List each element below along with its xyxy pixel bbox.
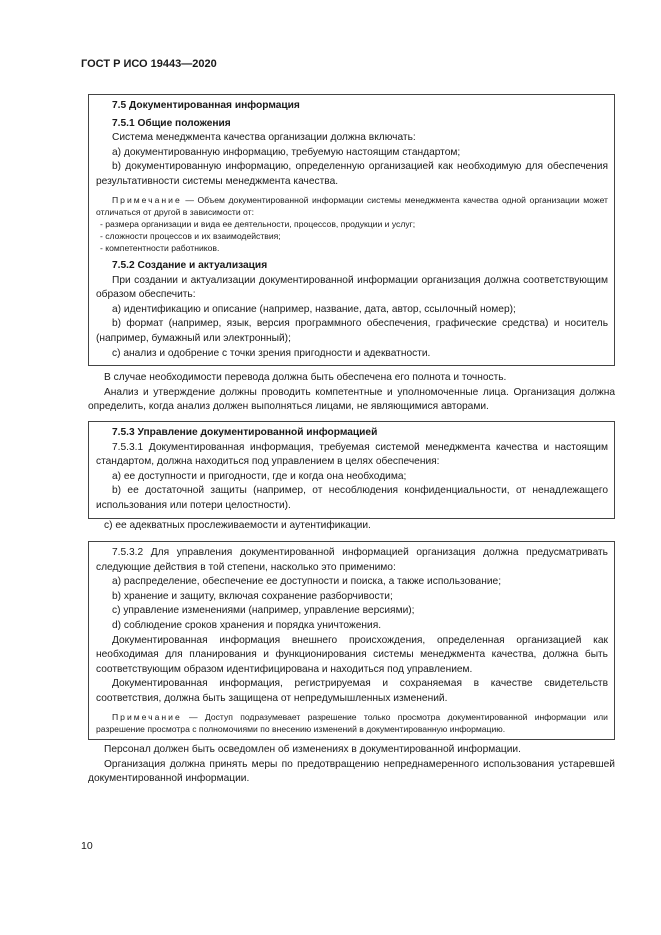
- list-item: a) ее доступности и пригодности, где и когда она необходима;: [112, 470, 407, 482]
- note-text: — Доступ подразумевает разрешение только просмотра документированной информации или разрешение просмотра с полномочиями по внесению изменений в документированную информацию.: [96, 711, 608, 734]
- paragraph: При создании и актуализации документированной информации организация должна соответствующим образом обеспечить:: [96, 274, 608, 301]
- note: [96, 711, 608, 735]
- intermediate-text: [88, 371, 615, 415]
- list-item: b) формат (например, язык, версия программного обеспечения, графические средства) и носитель (например, бумажный или электронный);: [96, 318, 608, 344]
- paragraph: Анализ и утверждение должны проводить компетентные и уполномоченные лица. Организация должна определить, когда анализ должен выполняться лицами, не являющимися авторами.: [88, 386, 615, 413]
- list-item: b) ее достаточной защиты (например, от несоблюдения конфиденциальности, от ненадлежащего использования или потери целостности).: [96, 485, 608, 511]
- heading-7-5: 7.5 Документированная информация: [112, 100, 300, 111]
- section-7-5-3-2-box: [88, 541, 615, 740]
- heading-7-5-1: 7.5.1 Общие положения: [112, 117, 231, 129]
- heading-7-5-2: 7.5.2 Создание и актуализация: [112, 260, 268, 272]
- paragraph: Персонал должен быть осведомлен об изменениях в документированной информации.: [104, 744, 521, 755]
- list-item: - компетентности работников.: [100, 242, 220, 253]
- paragraph: В случае необходимости перевода должна быть обеспечена его полнота и точность.: [104, 372, 507, 383]
- note: [96, 194, 608, 218]
- paragraph: Документированная информация внешнего происхождения, определенная организацией как необходимая для планирования и функционирования системы менеджмента качества, должна быть соответствующим образом идентифицирована и находиться под управлением.: [96, 634, 608, 675]
- list-item: c) управление изменениями (например, управление версиями);: [112, 605, 415, 617]
- list-item: - размера организации и вида ее деятельности, процессов, продукции и услуг;: [100, 218, 416, 229]
- page-number: 10: [81, 840, 93, 852]
- list-item: a) идентификацию и описание (например, название, дата, автор, ссылочный номер);: [112, 303, 516, 315]
- list-item: b) документированную информацию, определенную организацией как необходимую для обеспечения результативности системы менеджмента качества.: [96, 161, 608, 187]
- note-label: Примечание: [112, 194, 182, 205]
- list-item: - сложности процессов и их взаимодействия;: [100, 230, 281, 241]
- list-item: a) распределение, обеспечение ее доступности и поиска, а также использование;: [112, 576, 502, 588]
- list-item: c) анализ и одобрение с точки зрения пригодности и адекватности.: [112, 347, 431, 359]
- list-item: b) хранение и защиту, включая сохранение разборчивости;: [112, 590, 393, 602]
- list-item: a) документированную информацию, требуемую настоящим стандартом;: [112, 146, 461, 158]
- closing-text: [88, 743, 615, 787]
- paragraph: 7.5.3.1 Документированная информация, требуемая системой менеджмента качества и настоящим стандартом, должна находиться под управлением в целях обеспечения:: [96, 441, 608, 468]
- note-text: — Объем документированной информации системы менеджмента качества одной организации может отличаться от другой в зависимости от:: [96, 194, 608, 217]
- note-label: Примечание: [112, 711, 182, 722]
- document-header: ГОСТ Р ИСО 19443—2020: [81, 58, 217, 70]
- paragraph: Система менеджмента качества организации должна включать:: [112, 132, 416, 144]
- section-7-5-3-box: [88, 421, 615, 519]
- heading-7-5-3: 7.5.3 Управление документированной информацией: [112, 427, 378, 438]
- list-item: c) ее адекватных прослеживаемости и аутентификации.: [104, 520, 371, 531]
- paragraph: Документированная информация, регистрируемая и сохраняемая в качестве свидетельств соответствия, должна быть защищена от непредумышленных изменений.: [96, 678, 608, 704]
- intermediate-text: [88, 519, 615, 534]
- list-item: d) соблюдение сроков хранения и порядка уничтожения.: [112, 619, 382, 631]
- paragraph: Организация должна принять меры по предотвращению непреднамеренного использования устаревшей документированной информации.: [88, 758, 615, 785]
- section-7-5-box: [88, 94, 615, 366]
- paragraph: 7.5.3.2 Для управления документированной информацией организация должна предусматривать следующие действия в той степени, насколько это применимо:: [96, 547, 608, 573]
